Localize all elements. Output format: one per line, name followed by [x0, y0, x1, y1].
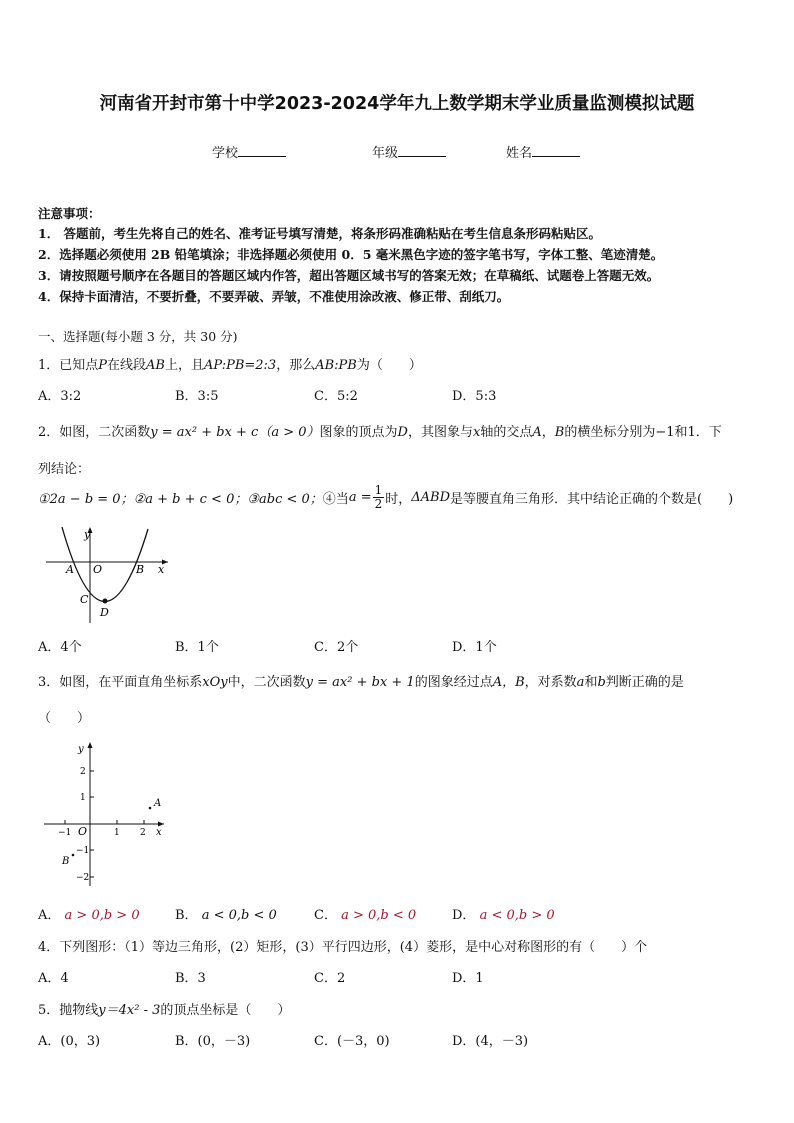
question-5-stem — [38, 999, 290, 1018]
q3-xtick-2: 2 — [140, 828, 146, 838]
q2-graph-b-label: B — [136, 563, 145, 576]
q2-conclusion-4-tail: 是等腰直角三角形．其中结论正确的个数是( ) — [450, 492, 734, 507]
q2-conclusion-4-when: 时， — [385, 492, 412, 507]
q2-graph-c-label: C — [80, 593, 89, 606]
q2-vertex-d: D — [397, 425, 408, 440]
q2-fraction — [373, 484, 385, 511]
q2-stem-cont: 列结论： — [38, 462, 91, 477]
q3-x-arrow — [158, 822, 164, 827]
q3-function: y = ax² + bx + 1 — [305, 675, 415, 690]
q1-point-p: P — [98, 358, 108, 373]
q3-option-c[interactable] — [314, 904, 416, 923]
question-1-stem — [38, 354, 422, 373]
q2-text-3: ，其图象与 — [407, 425, 473, 440]
name-label: 姓名 — [506, 146, 533, 161]
q2-point-b: B — [554, 425, 565, 440]
q1-text-2: 在线段 — [107, 358, 147, 373]
q3-text-4: ，对系数 — [524, 675, 577, 690]
q2-option-b[interactable]: B．1个 — [175, 640, 219, 655]
q1-text-1: 1．已知点 — [38, 358, 99, 373]
q2-parabola-figure — [40, 525, 180, 625]
q3-point-a-dot — [149, 807, 152, 810]
q1-option-d[interactable]: D．5:3 — [452, 389, 497, 404]
q2-text-5: 的横坐标分别为−1和1．下 — [564, 425, 722, 440]
q3-option-a-expr: a > 0,b > 0 — [64, 908, 140, 923]
q3-option-b-label: B． — [175, 908, 198, 923]
q2-point-a: A — [532, 425, 542, 440]
q2-conclusion-2: ②a + b + c < 0； — [133, 492, 248, 507]
question-4-stem: 4．下列图形：（1）等边三角形，(2）矩形，(3）平行四边形，(4）菱形，是中心对称图形的有（ ）个 — [38, 940, 648, 955]
q2-graph-a-label: A — [66, 563, 74, 576]
q3-option-c-label: C． — [314, 908, 337, 923]
q3-option-b[interactable] — [175, 904, 277, 923]
q1-option-a[interactable]: A．3:2 — [38, 389, 82, 404]
q3-points: A，B — [492, 675, 525, 690]
q3-graph-x-label: x — [156, 827, 162, 838]
q2-function: y = ax² + bx + c（a > 0） — [150, 425, 320, 440]
q2-option-a[interactable]: A．4个 — [38, 640, 82, 655]
q2-sep: ， — [541, 425, 555, 440]
q3-xoy: xOy — [202, 675, 228, 690]
q3-graph-o-label: O — [78, 825, 88, 838]
q2-text-4: 轴的交点 — [480, 425, 533, 440]
q2-graph-x-label: x — [158, 563, 165, 576]
q3-point-b-label: B — [62, 856, 70, 867]
q2-text-2: 图象的顶点为 — [319, 425, 398, 440]
q3-option-d-expr: a < 0,b > 0 — [479, 908, 555, 923]
q3-and: 和 — [584, 675, 598, 690]
q1-text-4: ，那么 — [276, 358, 316, 373]
q3-coef-a: a — [576, 675, 585, 690]
q3-option-a[interactable] — [38, 904, 140, 923]
page-title: 河南省开封市第十中学2023-2024学年九上数学期末学业质量监测模拟试题 — [99, 94, 695, 114]
q1-text-3: 上，且 — [165, 358, 205, 373]
q2-triangle-abd: ΔABD — [411, 490, 451, 505]
q1-ratio: AP:PB=2:3 — [204, 358, 277, 373]
question-2-stem — [38, 421, 722, 440]
q3-point-b-dot — [72, 854, 75, 857]
notes-item-4: 4．保持卡面清洁，不要折叠，不要弄破、弄皱，不准使用涂改液、修正带、刮纸刀。 — [38, 289, 510, 304]
grade-field[interactable] — [372, 142, 446, 161]
q2-vertex-dot — [103, 599, 108, 604]
q3-option-a-label: A． — [38, 908, 61, 923]
grade-label: 年级 — [372, 146, 399, 161]
q2-conclusion-1: ①2a − b = 0； — [38, 492, 134, 507]
school-label: 学校 — [212, 146, 239, 161]
q1-segment-ab: AB — [146, 358, 165, 373]
q2-fraction-num: 1 — [374, 483, 383, 497]
q5-option-a[interactable]: A．(0，3) — [38, 1034, 101, 1049]
q3-option-d[interactable] — [452, 904, 555, 923]
q1-text-5: 为（ ） — [356, 358, 422, 373]
q2-conclusion-4-lead: ④当 — [322, 492, 349, 507]
q2-option-d[interactable]: D．1个 — [452, 640, 497, 655]
school-blank[interactable] — [238, 144, 286, 157]
q3-point-a-label: A — [154, 798, 162, 809]
q2-text-1: 2．如图，二次函数 — [38, 425, 151, 440]
grade-blank[interactable] — [398, 144, 446, 157]
q5-function: y＝4x² - 3 — [98, 1003, 161, 1018]
q3-ytick-1: 1 — [80, 793, 86, 803]
q5-option-d[interactable]: D．(4，－3) — [452, 1034, 529, 1049]
q3-xtick-1: 1 — [114, 828, 120, 838]
q3-coef-b: b — [597, 675, 606, 690]
notes-item-1: 1． 答题前，考生先将自己的姓名、准考证号填写清楚，将条形码准确粘贴在考生信息条形码粘贴区。 — [38, 226, 602, 241]
q3-xtick-neg1: −1 — [58, 828, 72, 838]
q2-conclusion-3: ③abc < 0； — [247, 492, 323, 507]
q3-option-c-expr: a > 0,b < 0 — [341, 908, 417, 923]
section-heading: 一、选择题(每小题 3 分，共 30 分) — [38, 329, 238, 344]
q2-graph-o-label: O — [93, 563, 103, 576]
school-field[interactable] — [212, 142, 286, 161]
q3-text-2: 中，二次函数 — [227, 675, 306, 690]
q5-option-c[interactable]: C．(－3，0) — [314, 1034, 390, 1049]
q3-text-5: 判断正确的是 — [605, 675, 684, 690]
q2-graph-d-label: D — [100, 606, 109, 619]
q2-conclusions — [38, 484, 733, 511]
q3-option-b-expr: a < 0,b < 0 — [201, 908, 277, 923]
q2-fraction-den: 2 — [374, 497, 383, 511]
q3-ytick-neg1: −1 — [76, 846, 90, 856]
q3-text-3: 的图象经过点 — [414, 675, 493, 690]
q3-ytick-neg2: −2 — [76, 873, 90, 883]
q3-graph-y-label: y — [78, 744, 84, 755]
q5-option-b[interactable]: B．(0，－3) — [175, 1034, 251, 1049]
q3-stem-cont: （ ） — [38, 711, 91, 726]
notes-item-3: 3．请按照题号顺序在各题目的答题区域内作答，超出答题区域书写的答案无效；在草稿纸、试题卷上答题无效。 — [38, 268, 660, 283]
name-blank[interactable] — [532, 144, 580, 157]
q4-option-b[interactable]: B．3 — [175, 971, 206, 986]
q1-option-c[interactable]: C．5:2 — [314, 389, 358, 404]
name-field[interactable] — [506, 142, 580, 161]
q2-conclusion-4-eq: a = — [348, 490, 372, 505]
q4-option-a[interactable]: A．4 — [38, 971, 69, 986]
q3-text-1: 3．如图，在平面直角坐标系 — [38, 675, 203, 690]
q2-graph-y-label: y — [84, 528, 91, 541]
q4-option-c[interactable]: C．2 — [314, 971, 346, 986]
question-3-stem — [38, 671, 684, 690]
q3-ytick-2: 2 — [80, 767, 86, 777]
q3-option-d-label: D． — [452, 908, 476, 923]
q3-y-arrow — [88, 742, 93, 748]
q2-option-c[interactable]: C．2个 — [314, 640, 359, 655]
q4-option-d[interactable]: D．1 — [452, 971, 484, 986]
q1-option-b[interactable]: B．3:5 — [175, 389, 219, 404]
notes-heading: 注意事项： — [38, 206, 101, 221]
q5-text-2: 的顶点坐标是（ ） — [160, 1003, 291, 1018]
q1-ask: AB:PB — [315, 358, 357, 373]
notes-item-2: 2．选择题必须使用 2B 铅笔填涂；非选择题必须使用 0．5 毫米黑色字迹的签字笔书写，字体工整、笔迹清楚。 — [38, 247, 664, 262]
q2-x: x — [472, 425, 481, 440]
q5-text-1: 5．抛物线 — [38, 1003, 99, 1018]
q3-coordinate-figure — [40, 740, 175, 888]
